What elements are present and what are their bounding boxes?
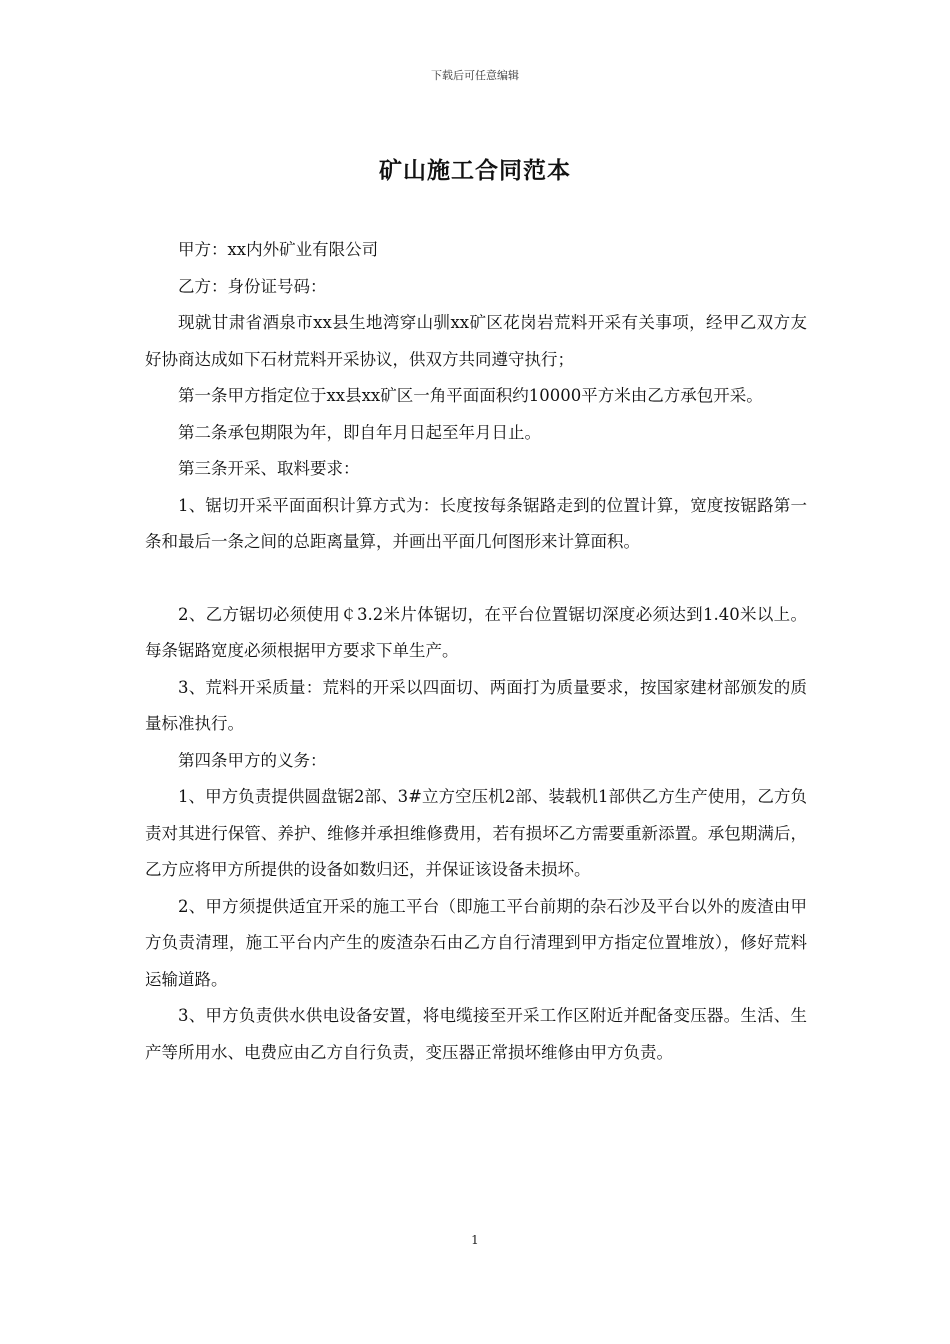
preamble-paragraph: 现就甘肃省酒泉市xx县生地湾穿山驯xx矿区花岗岩荒料开采有关事项，经甲乙双方友好协商达成如下石材荒料开采协议，供双方共同遵守执行； (145, 313, 807, 369)
article-4-heading: 第四条甲方的义务： (178, 750, 327, 770)
article-3-item-1: 1、锯切开采平面面积计算方式为：长度按每条锯路走到的位置计算，宽度按锯路第一条和最后一条之间的总距离量算，并画出平面几何图形来计算面积。 (145, 495, 807, 551)
party-b-line: 乙方：身份证号码： (178, 276, 327, 296)
paragraph-gap (145, 561, 807, 597)
article-4-item-2: 2、甲方须提供适宜开采的施工平台（即施工平台前期的杂石沙及平台以外的废渣由甲方负责清理，施工平台内产生的废渣杂石由乙方自行清理到甲方指定位置堆放），修好荒料运输道路。 (145, 896, 807, 989)
article-3-item-2: 2、乙方锯切必须使用￠3.2米片体锯切，在平台位置锯切深度必须达到1.40米以上。每条锯路宽度必须根据甲方要求下单生产。 (145, 604, 807, 660)
article-3-heading: 第三条开采、取料要求： (178, 459, 360, 478)
article-3-item-3: 3、荒料开采质量：荒料的开采以四面切、两面打为质量要求，按国家建材部颁发的质量标准执行。 (145, 677, 807, 733)
header-note: 下载后可任意编辑 (431, 69, 519, 82)
article-4-item-3: 3、甲方负责供水供电设备安置，将电缆接至开采工作区附近并配备变压器。生活、生产等所用水、电费应由乙方自行负责，变压器正常损坏维修由甲方负责。 (145, 1006, 807, 1062)
document-title: 矿山施工合同范本 (379, 158, 571, 184)
article-2-paragraph: 第二条承包期限为年，即自年月日起至年月日止。 (178, 422, 541, 442)
page-number: 1 (471, 1233, 479, 1247)
article-1-paragraph: 第一条甲方指定位于xx县xx矿区一角平面面积约10000平方米由乙方承包开采。 (178, 386, 763, 405)
party-a-line: 甲方：xx内外矿业有限公司 (178, 240, 379, 259)
article-4-item-1: 1、甲方负责提供圆盘锯2部、3#立方空压机2部、装载机1部供乙方生产使用，乙方负责对其进行保管、养护、维修并承担维修费用，若有损坏乙方需要重新添置。承包期满后，乙方应将甲方所提供的设备如数归还，并保证该设备未损坏。 (145, 787, 807, 879)
document-body (145, 232, 807, 1071)
